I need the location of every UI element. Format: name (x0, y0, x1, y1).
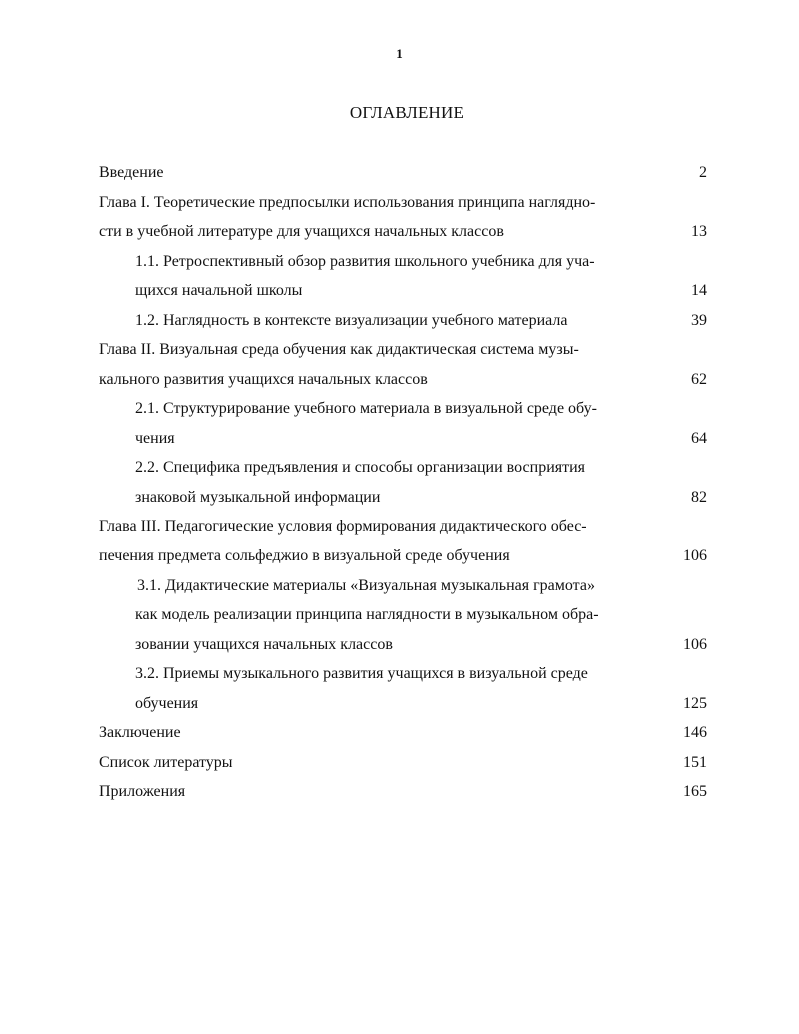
toc-entry-text: знаковой музыкальной информации (135, 489, 381, 506)
toc-entry-text: Введение (99, 164, 164, 181)
toc-entry-section-2-2-cont[interactable] (0, 483, 799, 512)
toc-entry-section-1-2[interactable] (0, 306, 799, 335)
toc-entry-bibliography[interactable] (0, 748, 799, 777)
toc-entry-page: 106 (683, 636, 707, 653)
toc-entry-text: сти в учебной литературе для учащихся начальных классов (99, 223, 504, 240)
toc-entry-section-1-1[interactable] (0, 247, 799, 276)
toc-entry-text: щихся начальной школы (135, 282, 303, 299)
toc-entry-chapter-2[interactable] (0, 335, 799, 364)
toc-entry-page: 125 (683, 695, 707, 712)
toc-entry-text: 3.2. Приемы музыкального развития учащихся в визуальной среде (135, 665, 588, 682)
toc-entry-text: как модель реализации принципа наглядности в музыкальном обра- (135, 606, 599, 623)
toc-entry-chapter-1[interactable] (0, 188, 799, 217)
toc-entry-conclusion[interactable] (0, 718, 799, 747)
toc-entry-text: 3.1. Дидактические материалы «Визуальная музыкальная грамота» (137, 577, 595, 594)
toc-entry-text: Заключение (99, 724, 181, 741)
toc-entry-text: 2.2. Специфика предъявления и способы организации восприятия (135, 459, 586, 476)
toc-entry-text: кального развития учащихся начальных классов (99, 371, 428, 388)
toc-entry-chapter-3-cont[interactable] (0, 541, 799, 570)
toc-entry-page: 146 (683, 724, 707, 741)
toc-entry-page: 2 (699, 164, 707, 181)
toc-entry-section-2-1[interactable] (0, 394, 799, 423)
toc-entry-page: 106 (683, 547, 707, 564)
toc-entry-chapter-3[interactable] (0, 512, 799, 541)
toc-entry-page: 39 (691, 312, 707, 329)
toc-entry-text: обучения (135, 695, 199, 712)
toc-entry-appendices[interactable] (0, 777, 799, 806)
toc-entry-page: 64 (691, 430, 707, 447)
toc-entry-section-3-2-cont[interactable] (0, 689, 799, 718)
toc-entry-text: 1.2. Наглядность в контексте визуализации учебного материала (135, 312, 568, 329)
toc-entry-section-2-1-cont[interactable] (0, 424, 799, 453)
page-number: 1 (396, 46, 403, 61)
toc-entry-text: Приложения (99, 783, 186, 800)
toc-entry-chapter-1-cont[interactable] (0, 217, 799, 246)
toc-entry-text: 2.1. Структурирование учебного материала в визуальной среде обу- (135, 400, 597, 417)
toc-entry-section-3-1[interactable] (0, 571, 799, 600)
toc-entry-text: Глава I. Теоретические предпосылки использования принципа нагляднo- (99, 194, 596, 211)
toc-entry-text: зовании учащихся начальных классов (135, 636, 393, 653)
toc-entry-section-2-2[interactable] (0, 453, 799, 482)
toc-entry-section-3-1-cont-2[interactable] (0, 630, 799, 659)
toc-entry-page: 13 (691, 223, 707, 240)
toc-entry-text: печения предмета сольфеджио в визуальной среде обучения (99, 547, 510, 564)
toc-entry-introduction[interactable] (0, 158, 799, 187)
toc-entry-page: 62 (691, 371, 707, 388)
toc-entry-text: чения (135, 430, 175, 447)
toc-entry-section-3-1-cont[interactable] (0, 600, 799, 629)
toc-entry-section-3-2[interactable] (0, 659, 799, 688)
page-title: ОГЛАВЛЕНИЕ (349, 103, 465, 122)
toc-entry-text: Список литературы (99, 754, 233, 771)
toc-entry-section-1-1-cont[interactable] (0, 276, 799, 305)
toc-entry-text: Глава II. Визуальная среда обучения как дидактическая система музы- (99, 341, 579, 358)
toc-entry-page: 82 (691, 489, 707, 506)
toc-entry-chapter-2-cont[interactable] (0, 365, 799, 394)
toc-entry-page: 151 (683, 754, 707, 771)
toc-entry-page: 165 (683, 783, 707, 800)
toc-entry-text: 1.1. Ретроспективный обзор развития школьного учебника для уча- (135, 253, 595, 270)
toc-entry-text: Глава III. Педагогические условия формирования дидактического обес- (99, 518, 587, 535)
toc-entry-page: 14 (691, 282, 707, 299)
